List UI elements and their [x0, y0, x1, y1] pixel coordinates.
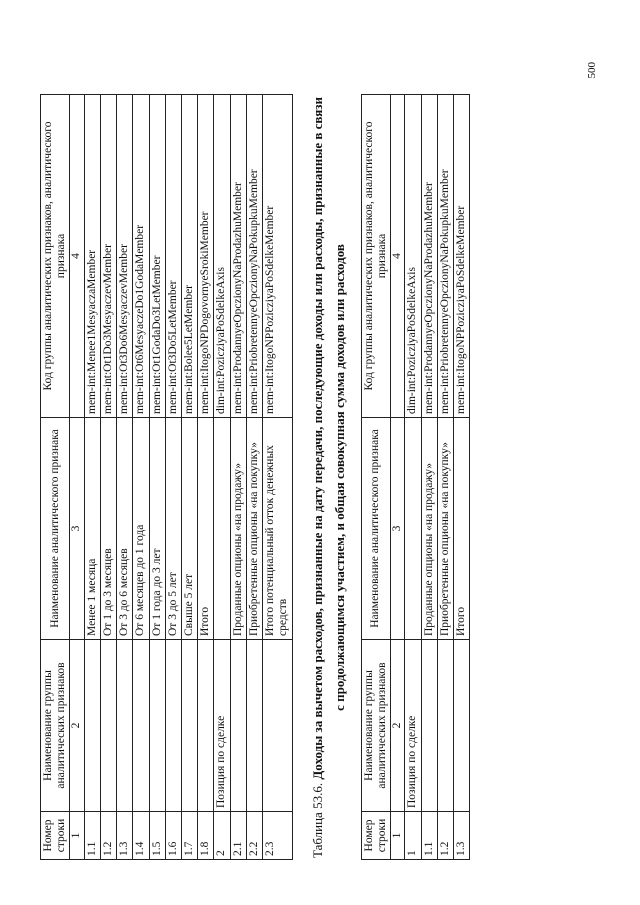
page-number: 500: [586, 62, 598, 79]
row-number-cell: 1.1: [421, 812, 437, 860]
row-number-cell: 2.1: [230, 812, 246, 860]
table-row: [181, 95, 197, 860]
attr-name-cell: От 3 до 5 лет: [165, 418, 181, 640]
group-name-cell: [117, 640, 133, 812]
header-row-no: Номер строки: [361, 812, 390, 860]
header-row: [41, 95, 70, 860]
attr-name-cell: От 1 года до 3 лет: [149, 418, 165, 640]
row-number-cell: 1.4: [133, 812, 149, 860]
attr-name-cell: От 1 до 3 месяцев: [100, 418, 116, 640]
table-row: [100, 95, 116, 860]
code-cell: mem-int:Ot3Do5LetMember: [165, 95, 181, 418]
code-cell: mem-int:Ot3Do6MesyaczevMember: [117, 95, 133, 418]
table-2: [361, 94, 471, 860]
table-2-body: [405, 95, 470, 860]
code-cell: mem-int:PriobretennyeOpczionyNaPokupkuMember: [437, 95, 453, 418]
header-group-name: Наименование группы аналитических признаков: [41, 640, 70, 812]
group-name-cell: [454, 640, 470, 812]
column-number: 3: [70, 418, 84, 640]
table-row: [230, 95, 246, 860]
code-cell: mem-int:ProdannyeOpczionyNaProdazhuMember: [421, 95, 437, 418]
column-number: 4: [70, 95, 84, 418]
attr-name-cell: Менее 1 месяца: [84, 418, 100, 640]
table-row: [246, 95, 262, 860]
header-code: Код группы аналитических признаков, аналитического признака: [361, 95, 390, 418]
column-number-row: [391, 95, 405, 860]
table-row: [437, 95, 453, 860]
attr-name-cell: Приобретенные опционы «на покупку»: [437, 418, 453, 640]
code-cell: mem-int:ItogoNPDogovornyeSrokiMember: [198, 95, 214, 418]
row-number-cell: 1.2: [100, 812, 116, 860]
group-name-cell: Позиция по сделке: [214, 640, 230, 812]
attr-name-cell: Проданные опционы «на продажу»: [230, 418, 246, 640]
group-name-cell: [181, 640, 197, 812]
attr-name-cell: Итого: [454, 418, 470, 640]
row-number-cell: 1.6: [165, 812, 181, 860]
row-number-cell: 1.1: [84, 812, 100, 860]
row-number-cell: 1: [405, 812, 421, 860]
group-name-cell: [165, 640, 181, 812]
row-number-cell: 1.5: [149, 812, 165, 860]
row-number-cell: 1.3: [454, 812, 470, 860]
attr-name-cell: [405, 418, 421, 640]
table-1-body: [84, 95, 292, 860]
attr-name-cell: Итого потенциальный отток денежных средств: [263, 418, 292, 640]
group-name-cell: [198, 640, 214, 812]
attr-name-cell: От 3 до 6 месяцев: [117, 418, 133, 640]
attr-name-cell: Итого: [198, 418, 214, 640]
code-cell: mem-int:Menee1MesyaczaMember: [84, 95, 100, 418]
group-name-cell: [246, 640, 262, 812]
table-row: [149, 95, 165, 860]
attr-name-cell: От 6 месяцев до 1 года: [133, 418, 149, 640]
group-name-cell: [263, 640, 292, 812]
rotated-page: [40, 40, 600, 860]
caption-title: Доходы за вычетом расходов, признанные на дату передачи, последующие доходы или расходы, признанные в связи с продолжающимся участием, и общая совокупная сумма доходов или расходов: [309, 96, 347, 780]
header-row-no: Номер строки: [41, 812, 70, 860]
code-cell: mem-int:Ot6MesyaczeDo1GodaMember: [133, 95, 149, 418]
code-cell: mem-int:PriobretennyeOpczionyNaPokupkuMember: [246, 95, 262, 418]
column-number: 3: [391, 418, 405, 640]
code-cell: mem-int:Ot1GodaDo3LetMember: [149, 95, 165, 418]
table-row: [405, 95, 421, 860]
table-row: [263, 95, 292, 860]
header-group-name: Наименование группы аналитических признаков: [361, 640, 390, 812]
code-cell: dim-int:PozicziyaPoSdelkeAxis: [214, 95, 230, 418]
code-cell: mem-int:ItogoNPPozicziyaPoSdelkeMember: [263, 95, 292, 418]
header-attr-name: Наименование аналитического признака: [361, 418, 390, 640]
row-number-cell: 2.3: [263, 812, 292, 860]
table-row: [198, 95, 214, 860]
group-name-cell: [84, 640, 100, 812]
table-row: [133, 95, 149, 860]
column-number: 2: [70, 640, 84, 812]
row-number-cell: 2: [214, 812, 230, 860]
row-number-cell: 1.8: [198, 812, 214, 860]
attr-name-cell: [214, 418, 230, 640]
column-number: 2: [391, 640, 405, 812]
table-row: [421, 95, 437, 860]
group-name-cell: [230, 640, 246, 812]
row-number-cell: 1.3: [117, 812, 133, 860]
group-name-cell: [437, 640, 453, 812]
column-number: 1: [391, 812, 405, 860]
row-number-cell: 1.2: [437, 812, 453, 860]
table-1: [40, 94, 293, 860]
group-name-cell: [133, 640, 149, 812]
header-attr-name: Наименование аналитического признака: [41, 418, 70, 640]
row-number-cell: 1.7: [181, 812, 197, 860]
row-number-cell: 2.2: [246, 812, 262, 860]
code-cell: mem-int:Bolee5LetMember: [181, 95, 197, 418]
column-number: 4: [391, 95, 405, 418]
table-row: [165, 95, 181, 860]
table-row: [214, 95, 230, 860]
attr-name-cell: Приобретенные опционы «на покупку»: [246, 418, 262, 640]
group-name-cell: [421, 640, 437, 812]
group-name-cell: Позиция по сделке: [405, 640, 421, 812]
code-cell: dim-int:PozicziyaPoSdelkeAxis: [405, 95, 421, 418]
table-caption: [307, 95, 351, 860]
caption-label: Таблица 53.6.: [309, 782, 325, 859]
table-row: [84, 95, 100, 860]
table-row: [117, 95, 133, 860]
attr-name-cell: Проданные опционы «на продажу»: [421, 418, 437, 640]
header-code: Код группы аналитических признаков, аналитического признака: [41, 95, 70, 418]
code-cell: mem-int:ItogoNPPozicziyaPoSdelkeMember: [454, 95, 470, 418]
group-name-cell: [100, 640, 116, 812]
attr-name-cell: Свыше 5 лет: [181, 418, 197, 640]
table-row: [454, 95, 470, 860]
group-name-cell: [149, 640, 165, 812]
column-number: 1: [70, 812, 84, 860]
code-cell: mem-int:ProdannyeOpczionyNaProdazhuMember: [230, 95, 246, 418]
code-cell: mem-int:Ot1Do3MesyaczevMember: [100, 95, 116, 418]
column-number-row: [70, 95, 84, 860]
header-row: [361, 95, 390, 860]
